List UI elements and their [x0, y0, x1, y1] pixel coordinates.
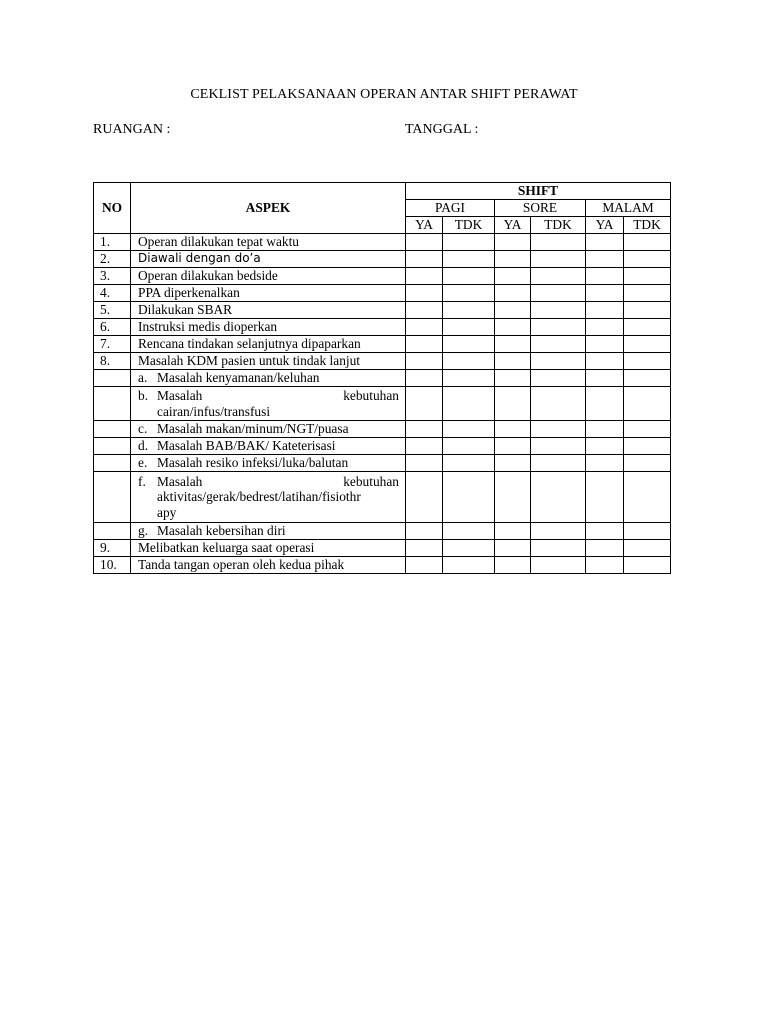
check-cell[interactable] — [531, 472, 586, 523]
subrow-aspek: a. Masalah kenyamanan/keluhan — [131, 370, 406, 387]
check-cell[interactable] — [624, 455, 671, 472]
table-subrow — [94, 523, 671, 540]
header-sore-tdk: TDK — [531, 217, 586, 234]
row-aspek: Masalah KDM pasien untuk tindak lanjut — [131, 353, 406, 370]
check-cell[interactable] — [406, 370, 443, 387]
check-cell[interactable] — [443, 421, 495, 438]
check-cell[interactable] — [406, 268, 443, 285]
check-cell[interactable] — [495, 472, 531, 523]
header-pagi-ya: YA — [406, 217, 443, 234]
check-cell[interactable] — [406, 523, 443, 540]
check-cell[interactable] — [495, 455, 531, 472]
check-cell[interactable] — [624, 353, 671, 370]
table-row — [94, 540, 671, 557]
row-aspek: Diawali dengan do’a — [131, 251, 406, 268]
check-cell[interactable] — [443, 336, 495, 353]
check-cell[interactable] — [586, 336, 624, 353]
row-number: 6. — [94, 319, 131, 336]
row-number: 1. — [94, 234, 131, 251]
header-malam-ya: YA — [586, 217, 624, 234]
check-cell[interactable] — [586, 421, 624, 438]
check-cell[interactable] — [443, 387, 495, 421]
check-cell[interactable] — [443, 455, 495, 472]
check-cell[interactable] — [406, 234, 443, 251]
check-cell[interactable] — [495, 268, 531, 285]
check-cell[interactable] — [586, 285, 624, 302]
check-cell[interactable] — [586, 472, 624, 523]
check-cell[interactable] — [624, 557, 671, 574]
check-cell[interactable] — [624, 268, 671, 285]
check-cell[interactable] — [495, 370, 531, 387]
check-cell[interactable] — [443, 438, 495, 455]
check-cell[interactable] — [443, 319, 495, 336]
check-cell[interactable] — [624, 421, 671, 438]
check-cell[interactable] — [586, 234, 624, 251]
check-cell[interactable] — [531, 523, 586, 540]
check-cell[interactable] — [495, 421, 531, 438]
subrow-letter: b. — [138, 387, 149, 403]
check-cell[interactable] — [624, 285, 671, 302]
check-cell[interactable] — [406, 421, 443, 438]
table-row — [94, 268, 671, 285]
header-sore: SORE — [495, 200, 586, 217]
row-aspek: Operan dilakukan tepat waktu — [131, 234, 406, 251]
row-number: 9. — [94, 540, 131, 557]
check-cell[interactable] — [624, 370, 671, 387]
check-cell[interactable] — [495, 557, 531, 574]
check-cell[interactable] — [586, 438, 624, 455]
table-row — [94, 285, 671, 302]
table-subrow — [94, 387, 671, 421]
check-cell[interactable] — [406, 302, 443, 319]
check-cell[interactable] — [443, 370, 495, 387]
ruangan-label: RUANGAN : — [93, 122, 171, 137]
row-number: 8. — [94, 353, 131, 370]
check-cell[interactable] — [406, 285, 443, 302]
subrow-aspek: d. Masalah BAB/BAK/ Kateterisasi — [131, 438, 406, 455]
check-cell[interactable] — [406, 387, 443, 421]
check-cell[interactable] — [586, 540, 624, 557]
table-subrow — [94, 472, 671, 523]
check-cell[interactable] — [495, 438, 531, 455]
check-cell[interactable] — [495, 523, 531, 540]
check-cell[interactable] — [624, 472, 671, 523]
row-aspek: Melibatkan keluarga saat operasi — [131, 540, 406, 557]
check-cell[interactable] — [406, 540, 443, 557]
check-cell[interactable] — [531, 455, 586, 472]
check-cell[interactable] — [624, 319, 671, 336]
check-cell[interactable] — [624, 438, 671, 455]
subrow-letter: a. — [138, 370, 148, 386]
row-number: 7. — [94, 336, 131, 353]
check-cell[interactable] — [624, 234, 671, 251]
check-cell[interactable] — [586, 387, 624, 421]
check-cell[interactable] — [443, 234, 495, 251]
check-cell[interactable] — [406, 438, 443, 455]
check-cell[interactable] — [531, 557, 586, 574]
header-shift: SHIFT — [406, 183, 671, 200]
subrow-aspek: e. Masalah resiko infeksi/luka/balutan — [131, 455, 406, 472]
subrow-letter: d. — [138, 438, 149, 454]
row-aspek: Operan dilakukan bedside — [131, 268, 406, 285]
header-malam: MALAM — [586, 200, 671, 217]
check-cell[interactable] — [443, 251, 495, 268]
subrow-letter: e. — [138, 455, 148, 471]
check-cell[interactable] — [495, 302, 531, 319]
row-number: 2. — [94, 251, 131, 268]
check-cell[interactable] — [495, 319, 531, 336]
checklist-table — [93, 182, 671, 574]
check-cell[interactable] — [531, 319, 586, 336]
check-cell[interactable] — [531, 353, 586, 370]
check-cell[interactable] — [443, 557, 495, 574]
check-cell[interactable] — [586, 319, 624, 336]
table-row — [94, 557, 671, 574]
check-cell[interactable] — [443, 523, 495, 540]
check-cell[interactable] — [586, 353, 624, 370]
row-aspek: PPA diperkenalkan — [131, 285, 406, 302]
check-cell[interactable] — [586, 251, 624, 268]
check-cell[interactable] — [443, 540, 495, 557]
check-cell[interactable] — [624, 302, 671, 319]
header-sore-ya: YA — [495, 217, 531, 234]
check-cell[interactable] — [406, 319, 443, 336]
table-subrow — [94, 421, 671, 438]
row-aspek: Dilakukan SBAR — [131, 302, 406, 319]
check-cell[interactable] — [495, 285, 531, 302]
check-cell[interactable] — [531, 251, 586, 268]
check-cell[interactable] — [495, 336, 531, 353]
check-cell[interactable] — [443, 353, 495, 370]
check-cell[interactable] — [443, 285, 495, 302]
check-cell[interactable] — [406, 472, 443, 523]
check-cell[interactable] — [443, 302, 495, 319]
check-cell[interactable] — [406, 557, 443, 574]
check-cell[interactable] — [406, 251, 443, 268]
check-cell[interactable] — [531, 370, 586, 387]
subrow-letter: g. — [138, 523, 149, 539]
check-cell[interactable] — [406, 455, 443, 472]
header-malam-tdk: TDK — [624, 217, 671, 234]
row-aspek: Instruksi medis dioperkan — [131, 319, 406, 336]
check-cell[interactable] — [531, 268, 586, 285]
subrow-letter: c. — [138, 421, 148, 437]
check-cell[interactable] — [531, 540, 586, 557]
table-row — [94, 336, 671, 353]
check-cell[interactable] — [624, 523, 671, 540]
header-pagi-tdk: TDK — [443, 217, 495, 234]
check-cell[interactable] — [531, 421, 586, 438]
row-number: 3. — [94, 268, 131, 285]
check-cell[interactable] — [531, 438, 586, 455]
header-aspek: ASPEK — [131, 183, 406, 234]
check-cell[interactable] — [406, 336, 443, 353]
check-cell[interactable] — [495, 353, 531, 370]
check-cell[interactable] — [624, 540, 671, 557]
check-cell[interactable] — [586, 557, 624, 574]
table-subrow — [94, 455, 671, 472]
check-cell[interactable] — [495, 251, 531, 268]
check-cell[interactable] — [495, 234, 531, 251]
table-row — [94, 251, 671, 268]
check-cell[interactable] — [586, 455, 624, 472]
page-title: CEKLIST PELAKSANAAN OPERAN ANTAR SHIFT PERAWAT — [190, 87, 578, 102]
header-no: NO — [94, 183, 131, 234]
check-cell[interactable] — [624, 251, 671, 268]
check-cell[interactable] — [624, 336, 671, 353]
check-cell[interactable] — [531, 302, 586, 319]
header-pagi: PAGI — [406, 200, 495, 217]
check-cell[interactable] — [531, 336, 586, 353]
check-cell[interactable] — [495, 540, 531, 557]
check-cell[interactable] — [495, 387, 531, 421]
table-row — [94, 319, 671, 336]
subrow-aspek: b. Masalah kebutuhan cairan/infus/transfusi — [131, 387, 406, 421]
row-aspek: Tanda tangan operan oleh kedua pihak — [131, 557, 406, 574]
subrow-aspek: f. Masalah kebutuhan aktivitas/gerak/bedrest/latihan/fisiothr apy — [131, 472, 406, 523]
tanggal-label: TANGGAL : — [405, 122, 479, 137]
subrow-aspek: g. Masalah kebersihan diri — [131, 523, 406, 540]
row-number: 10. — [94, 557, 131, 574]
table-subrow — [94, 438, 671, 455]
table-subrow — [94, 370, 671, 387]
table-row — [94, 302, 671, 319]
subrow-letter: f. — [138, 473, 146, 489]
check-cell[interactable] — [586, 268, 624, 285]
check-cell[interactable] — [406, 353, 443, 370]
table-row — [94, 353, 671, 370]
row-aspek: Rencana tindakan selanjutnya dipaparkan — [131, 336, 406, 353]
check-cell[interactable] — [531, 285, 586, 302]
check-cell[interactable] — [586, 523, 624, 540]
table-row — [94, 234, 671, 251]
check-cell[interactable] — [531, 387, 586, 421]
row-number: 5. — [94, 302, 131, 319]
check-cell[interactable] — [624, 387, 671, 421]
subrow-aspek: c. Masalah makan/minum/NGT/puasa — [131, 421, 406, 438]
check-cell[interactable] — [443, 268, 495, 285]
check-cell[interactable] — [531, 234, 586, 251]
check-cell[interactable] — [443, 472, 495, 523]
check-cell[interactable] — [586, 302, 624, 319]
row-number: 4. — [94, 285, 131, 302]
check-cell[interactable] — [586, 370, 624, 387]
